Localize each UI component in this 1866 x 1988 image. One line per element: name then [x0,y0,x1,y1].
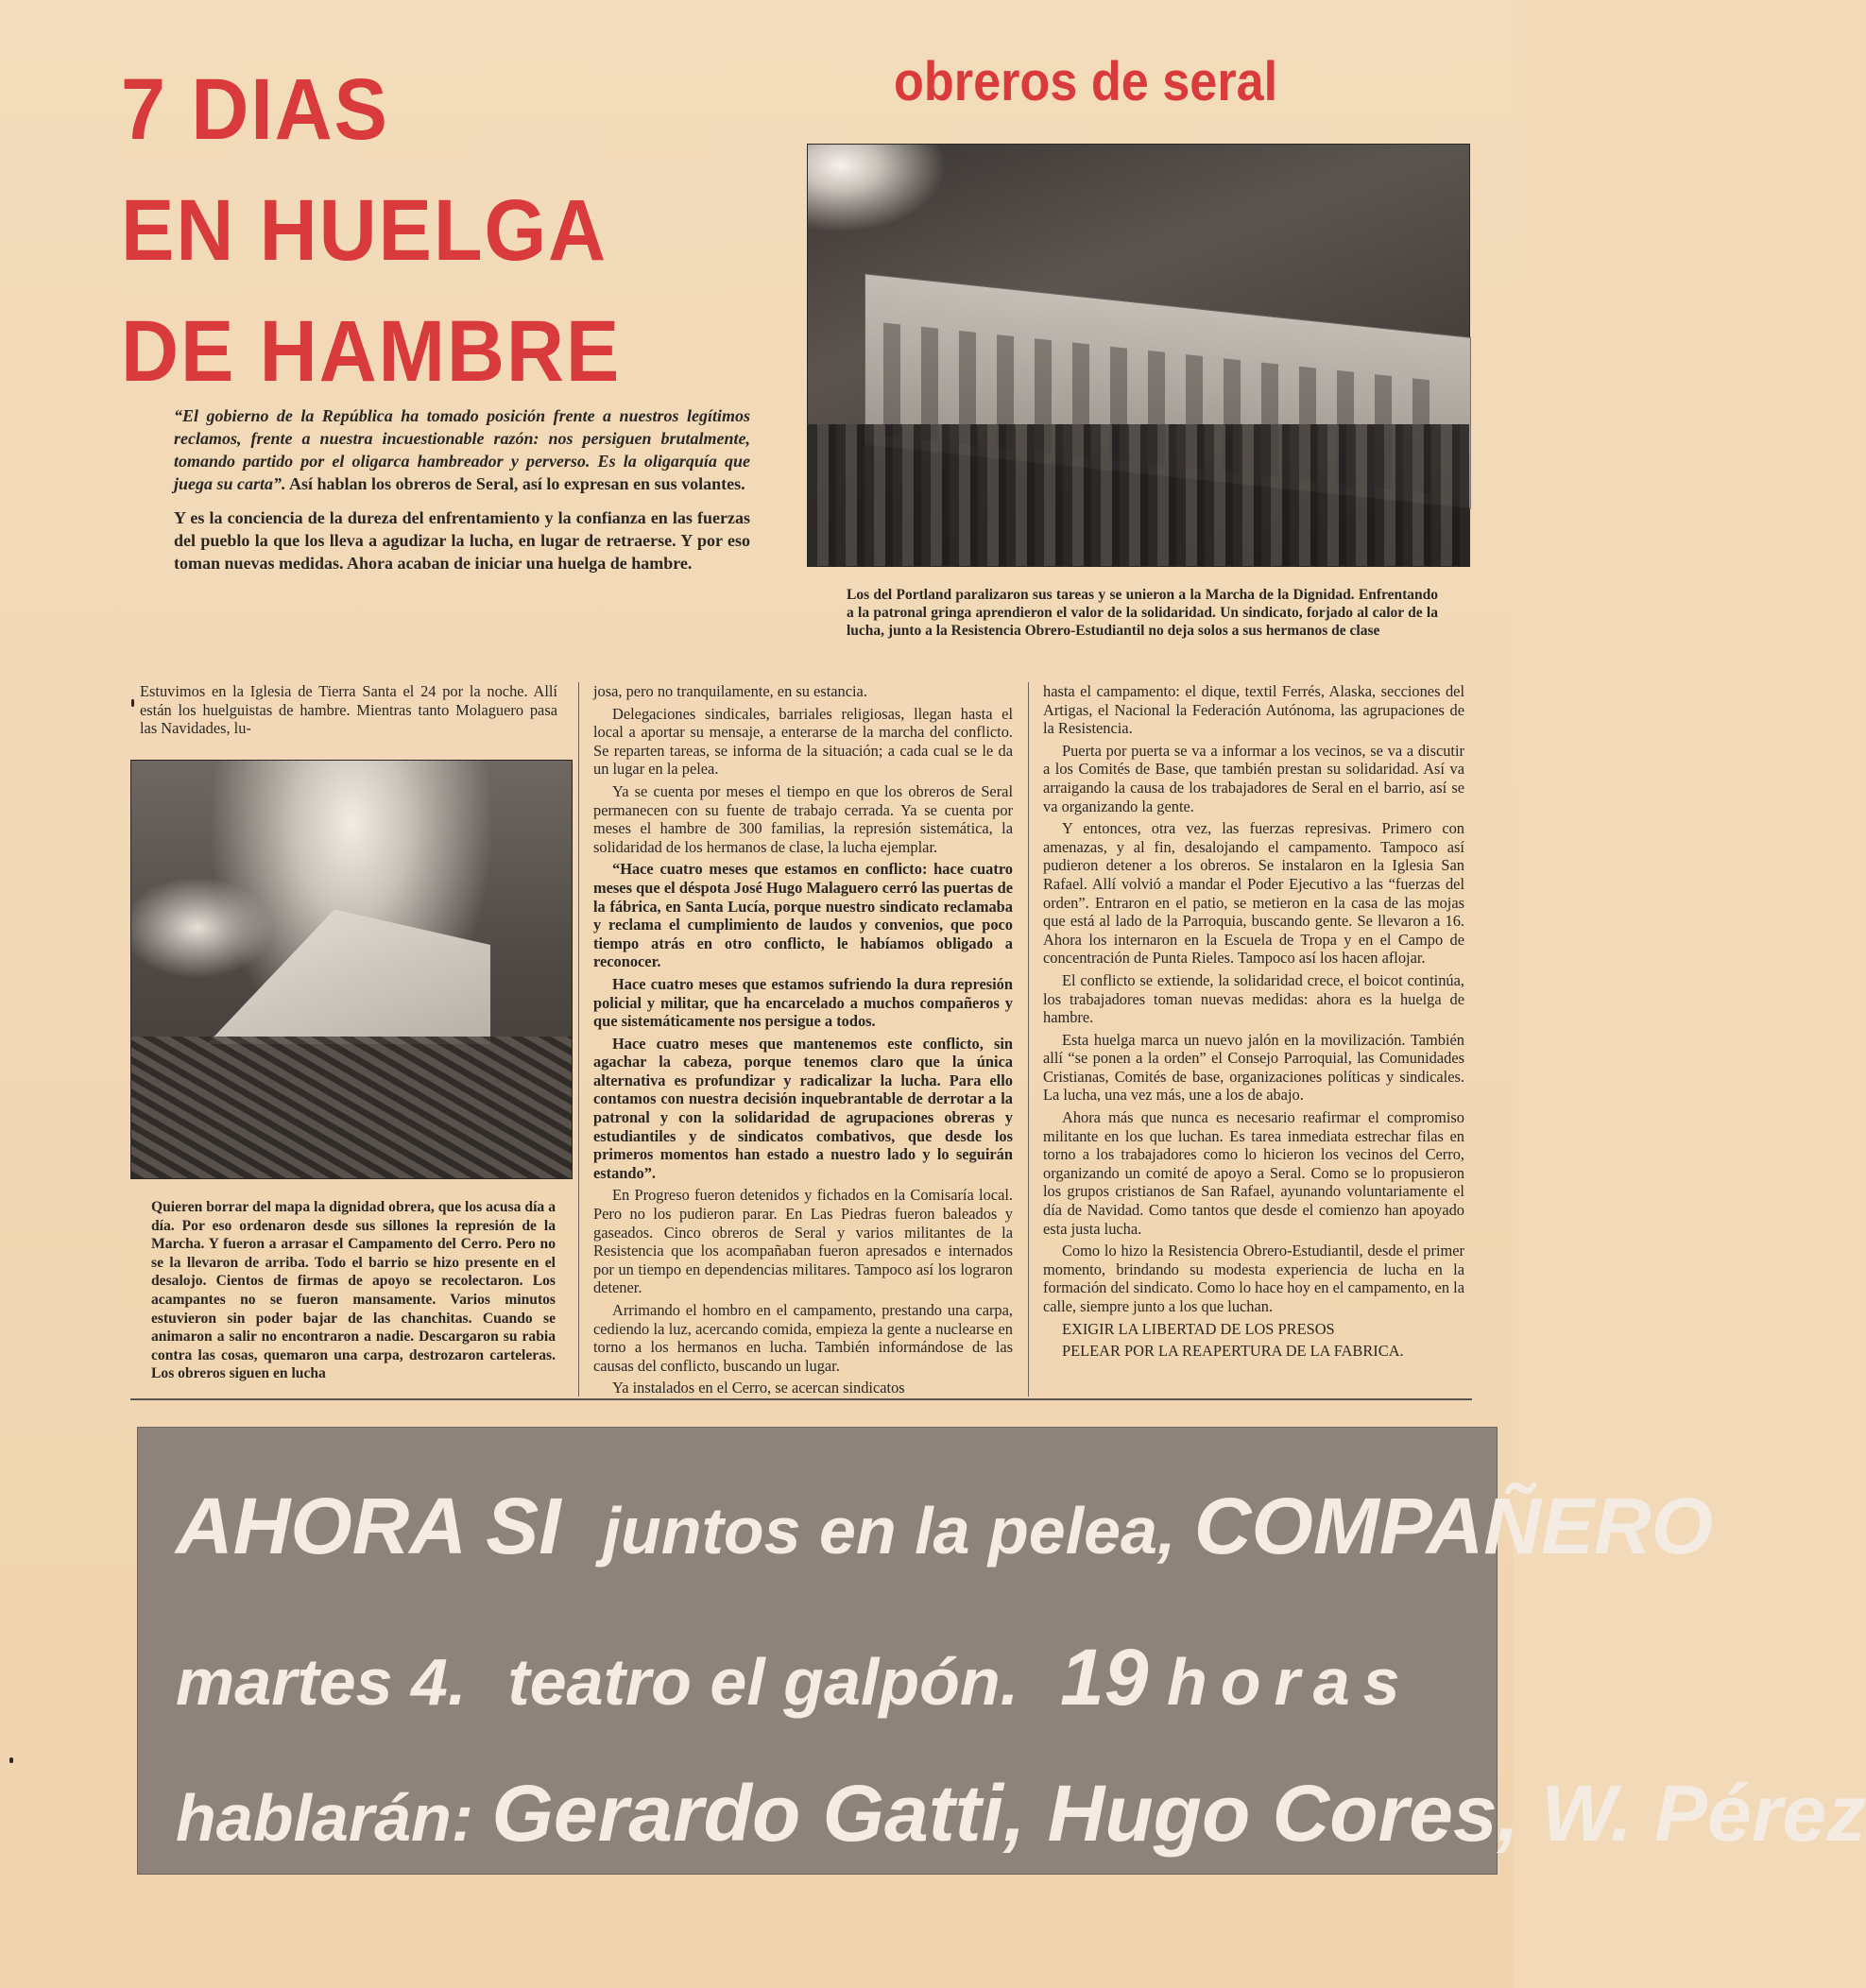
column-3-paragraph-4: El conflicto se extiende, la solidaridad crece, el boicot continúa, los trabajadores toman nuevas medidas: ahora es la huelga de hambre. [1043,970,1464,1027]
article-column-1 [140,682,557,742]
camp-photo-caption: Quieren borrar del mapa la dignidad obrera, que los acusa día a día. Por eso ordenaron desde sus sillones la represión de la Marcha. Y fueron a arrasar el Campamento del Cerro. Pero no se la llevaron de arriba. Todo el barrio se hizo presente en el desalojo. Cientos de firmas de apoyo se recolectaron. Los acampantes no se fueron mansamente. Varios minutos estuvieron sin poder bajar de las chanchitas. Cuando se animaron a salir no encontraron a nadie. Descargaron su rabia contra las cosas, quemaron una carpa, destrozaron carteleras. Los obreros siguen en lucha [151,1199,556,1382]
column-2-paragraph-9: Ya instalados en el Cerro, se acercan sindicatos [612,1379,905,1397]
banner-line-2 [176,1632,1413,1723]
column-2-paragraph-5: Hace cuatro meses que estamos sufriendo la dura represión policial y militar, que ha encarcelado a muchos compañeros y que sistemáticamente nos persigue a todos. [593,974,1013,1031]
march-crowd-shape [808,424,1469,566]
column-3-slogan-1: EXIGIR LA LIBERTAD DE LOS PRESOS [1062,1319,1335,1338]
intro-lead [174,404,750,586]
main-headline [121,49,642,412]
headline-line-1: 7 DIAS [121,61,389,158]
banner-horas: horas [1166,1645,1413,1719]
headline-line-2: EN HUELGA [121,182,608,279]
banner-line-1 [176,1481,1713,1572]
column-2-paragraph-7: En Progreso fueron detenidos y fichados en la Comisaría local. Pero no los pudieron parar. En Las Piedras fueron baleados y gaseados. Cinco obreros de Seral y varios militantes de la Resistencia que los acompañaban fueron apresados e internados por un tiempo en dependencias militares. Tampoco así los lograron detener. [593,1186,1013,1297]
event-announcement-banner [137,1427,1866,1875]
column-3-paragraph-5: Esta huelga marca un nuevo jalón en la movilización. También allí “se ponen a la orden” el Consejo Parroquial, las Comunidades Cristianas, Comités de base, organizaciones políticas y sindicales. La lucha, una vez más, une a los de abajo. [1043,1030,1464,1105]
banner-companero: COMPAÑERO [1193,1482,1713,1570]
paper-speck [9,1757,13,1763]
column-2-paragraph-8: Arrimando el hombro en el campamento, prestando una carpa, cediendo la luz, acercando comida, empieza la gente a nuclearse en torno a los hermanos en lucha. También informándose de las causas del conflicto, buscando un lugar. [593,1301,1013,1375]
headline-line-3: DE HAMBRE [121,303,622,400]
section-kicker: obreros de seral [894,51,1278,112]
column-2-paragraph-6: Hace cuatro meses que mantenemos este conflicto, sin agachar la cabeza, porque tenemos claro que la única alternativa es profundizar y radicalizar la lucha. Para ello contamos con nuestra decisión inquebrantable de derrotar a la patronal y con la solidaridad de agrupaciones obreras y estudiantiles y de sindicatos combativos, que desde los primeros momentos han estado a nuestro lado y lo seguirán estando”. [593,1034,1013,1182]
intro-quote: “El gobierno de la República ha tomado posición frente a nuestros legítimos reclamos, frente a nuestra incuestionable razón: nos persiguen brutalmente, tomando partido por el oligarca hambreador y perverso. Es la oligarquía que juega su carta”. [174,406,750,493]
camp-tent-shape [207,902,490,1044]
banner-hour: 19 [1060,1633,1149,1722]
article-bottom-rule [130,1398,1472,1400]
column-3-paragraph-3: Y entonces, otra vez, las fuerzas represivas. Primero con amenazas, y al fin, desalojando el campamento. Tampoco así pudieron detener a los obreros. Se instalaron en la Iglesia San Rafael. Allí volvió a mandar el Poder Ejecutivo a las “fuerzas del orden”. Entraron en el patio, se metieron en la casa de las mojas que está al lado de la Parroquia, buscando gente. Se llevaron a 16. Ahora los internaron en la Escuela de Tropa y en el Campo de concentración de Punta Rieles. Tampoco así los hacen aflojar. [1043,819,1464,968]
column-2-paragraph-2: Delegaciones sindicales, barriales religiosas, llegan hasta el local a aportar su mensaje, a enterarse de la marcha del conflicto. Se reparten tareas, se informa de la situación; a cada cual se le da un lugar en la pelea. [593,704,1013,779]
intro-paragraph-2: Y es la conciencia de la dureza del enfrentamiento y la confianza en las fuerzas del pueblo la que los lleva a agudizar la lucha, en lugar de retraerse. Y por eso toman nuevas medidas. Ahora acaban de iniciar una huelga de hambre. [174,508,750,573]
banner-line-3 [176,1768,1866,1859]
column-3-paragraph-7: Como lo hizo la Resistencia Obrero-Estudiantil, desde el primer momento, brindando su modesta experiencia de lucha en la formación del sindicato. Como lo hace hoy en el campamento, en la calle, siempre junto a los que luchan. [1043,1242,1464,1315]
column-3-paragraph-2: Puerta por puerta se va a informar a los vecinos, se va a discutir a los Comités de Base, que también prestan su solidaridad. Así va arraigando la causa de los trabajadores de Seral en el barrio, así se va organizando la gente. [1043,741,1464,815]
column-2-paragraph-3: Ya se cuenta por meses el tiempo en que los obreros de Seral permanecen con su fuente de trabajo cerrada. Ya se cuenta por meses el hambre de 300 familias, la represión sistemática, la solidaridad de los hermanos de clase, la lucha ejemplar. [593,781,1013,856]
column-3-slogan-2: PELEAR POR LA REAPERTURA DE LA FABRICA. [1062,1342,1404,1361]
march-photo [807,144,1470,567]
column-3-paragraph-1: hasta el campamento: el dique, textil Ferrés, Alaska, secciones del Artigas, el Nacional la Federación Autónoma, las agrupaciones de la Resistencia. [1043,682,1464,738]
paper-speck [131,699,134,707]
camp-photo [130,760,573,1179]
intro-paragraph-1 [174,404,750,495]
intro-quote-tail: Así hablan los obreros de Seral, así lo expresan en sus volantes. [285,474,745,493]
march-photo-caption: Los del Portland paralizaron sus tareas y se unieron a la Marcha de la Dignidad. Enfrentando a la patronal gringa aprendieron el valor de la solidaridad. Un sindicato, forjado al calor de la lucha, junto a la Resistencia Obrero-Estudiantil no deja solos a sus hermanos de clase [847,587,1438,639]
banner-venue: teatro el galpón. [507,1645,1019,1719]
banner-speakers: Gerardo Gatti, Hugo Cores, W. Pérez [491,1769,1866,1858]
column-divider-1 [578,682,579,1397]
column-divider-2 [1028,682,1029,1397]
article-column-2 [593,682,1013,1401]
banner-ahora-si: AHORA SI [176,1482,561,1570]
article-column-3 [1043,682,1464,1364]
column-1-paragraph-1: Estuvimos en la Iglesia de Tierra Santa el 24 por la noche. Allí están los huelguistas de hambre. Mientras tanto Molaguero pasa las Navidades, lu- [140,682,557,738]
column-2-paragraph-4: “Hace cuatro meses que estamos en conflicto: hace cuatro meses que el déspota José Hugo Malaguero cerró las puertas de la fábrica, en Santa Lucía, porque nuestro sindicato reclamaba y reclama el cumplimiento de laudos y convenios, que poco tiempo atrás en otro conflicto, le habíamos obligado a reconocer. [593,860,1013,971]
column-2-paragraph-1: josa, pero no tranquilamente, en su estancia. [593,682,867,700]
banner-date: martes 4. [176,1645,467,1719]
banner-juntos: juntos en la pelea, [602,1494,1176,1568]
camp-ground-shape [131,1037,572,1178]
banner-speakers-label: hablarán: [176,1781,474,1855]
column-3-paragraph-6: Ahora más que nunca es necesario reafirmar el compromiso militante en los que luchan. Es tarea inmediata estrechar filas en torno a los trabajadores como lo hicieron los vecinos del Cerro, organizando un comité de apoyo a Seral. Como se lo propusieron los grupos cristianos de San Rafael, ayunando voluntariamente el día de Navidad. Como tantos que desde el comienzo han apoyado esta justa lucha. [1043,1108,1464,1238]
